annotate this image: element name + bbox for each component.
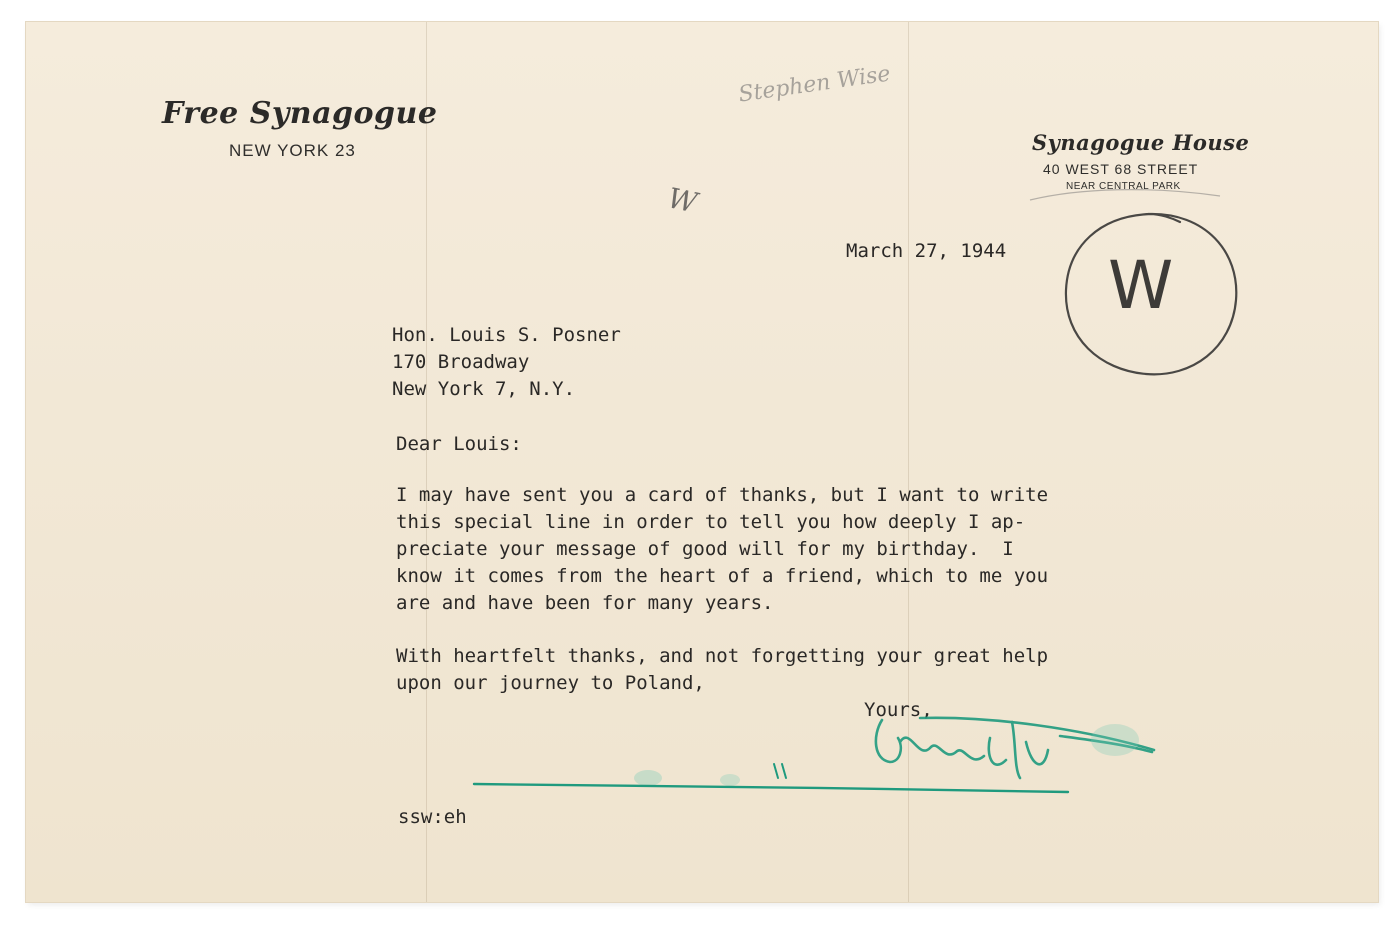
body-line: With heartfelt thanks, and not forgetting your great help [396,645,1049,667]
recipient-line: 170 Broadway [392,351,530,373]
recipient-line: New York 7, N.Y. [392,378,576,400]
body-line: this special line in order to tell you how deeply I ap- [396,511,1026,533]
letterhead-house-address: 40 WEST 68 STREET [1043,161,1199,177]
letter-date: March 27, 1944 [846,240,1007,262]
pencil-mark: W [664,181,700,220]
salutation: Dear Louis: [396,433,522,455]
letterhead-org-city: NEW YORK 23 [229,141,356,160]
letterhead-house-note: NEAR CENTRAL PARK [1066,181,1181,192]
body-line: know it comes from the heart of a friend, which to me you [396,565,1049,587]
letterhead-house-name: Synagogue House [1032,130,1250,155]
recipient-line: Hon. Louis S. Posner [392,324,621,346]
pencil-note: Stephen Wise [737,61,892,108]
body-line: I may have sent you a card of thanks, but I want to write [396,484,1049,506]
fold-crease [908,22,909,902]
body-line: preciate your message of good will for my birthday. I [396,538,1014,560]
body-line: are and have been for many years. [396,592,774,614]
fold-crease [426,22,427,902]
letterhead-org-name: Free Synagogue [162,96,438,131]
reference-initials: ssw:eh [398,806,467,828]
closing: Yours, [864,699,933,721]
circled-mark: W [1108,247,1174,324]
body-line: upon our journey to Poland, [396,672,705,694]
